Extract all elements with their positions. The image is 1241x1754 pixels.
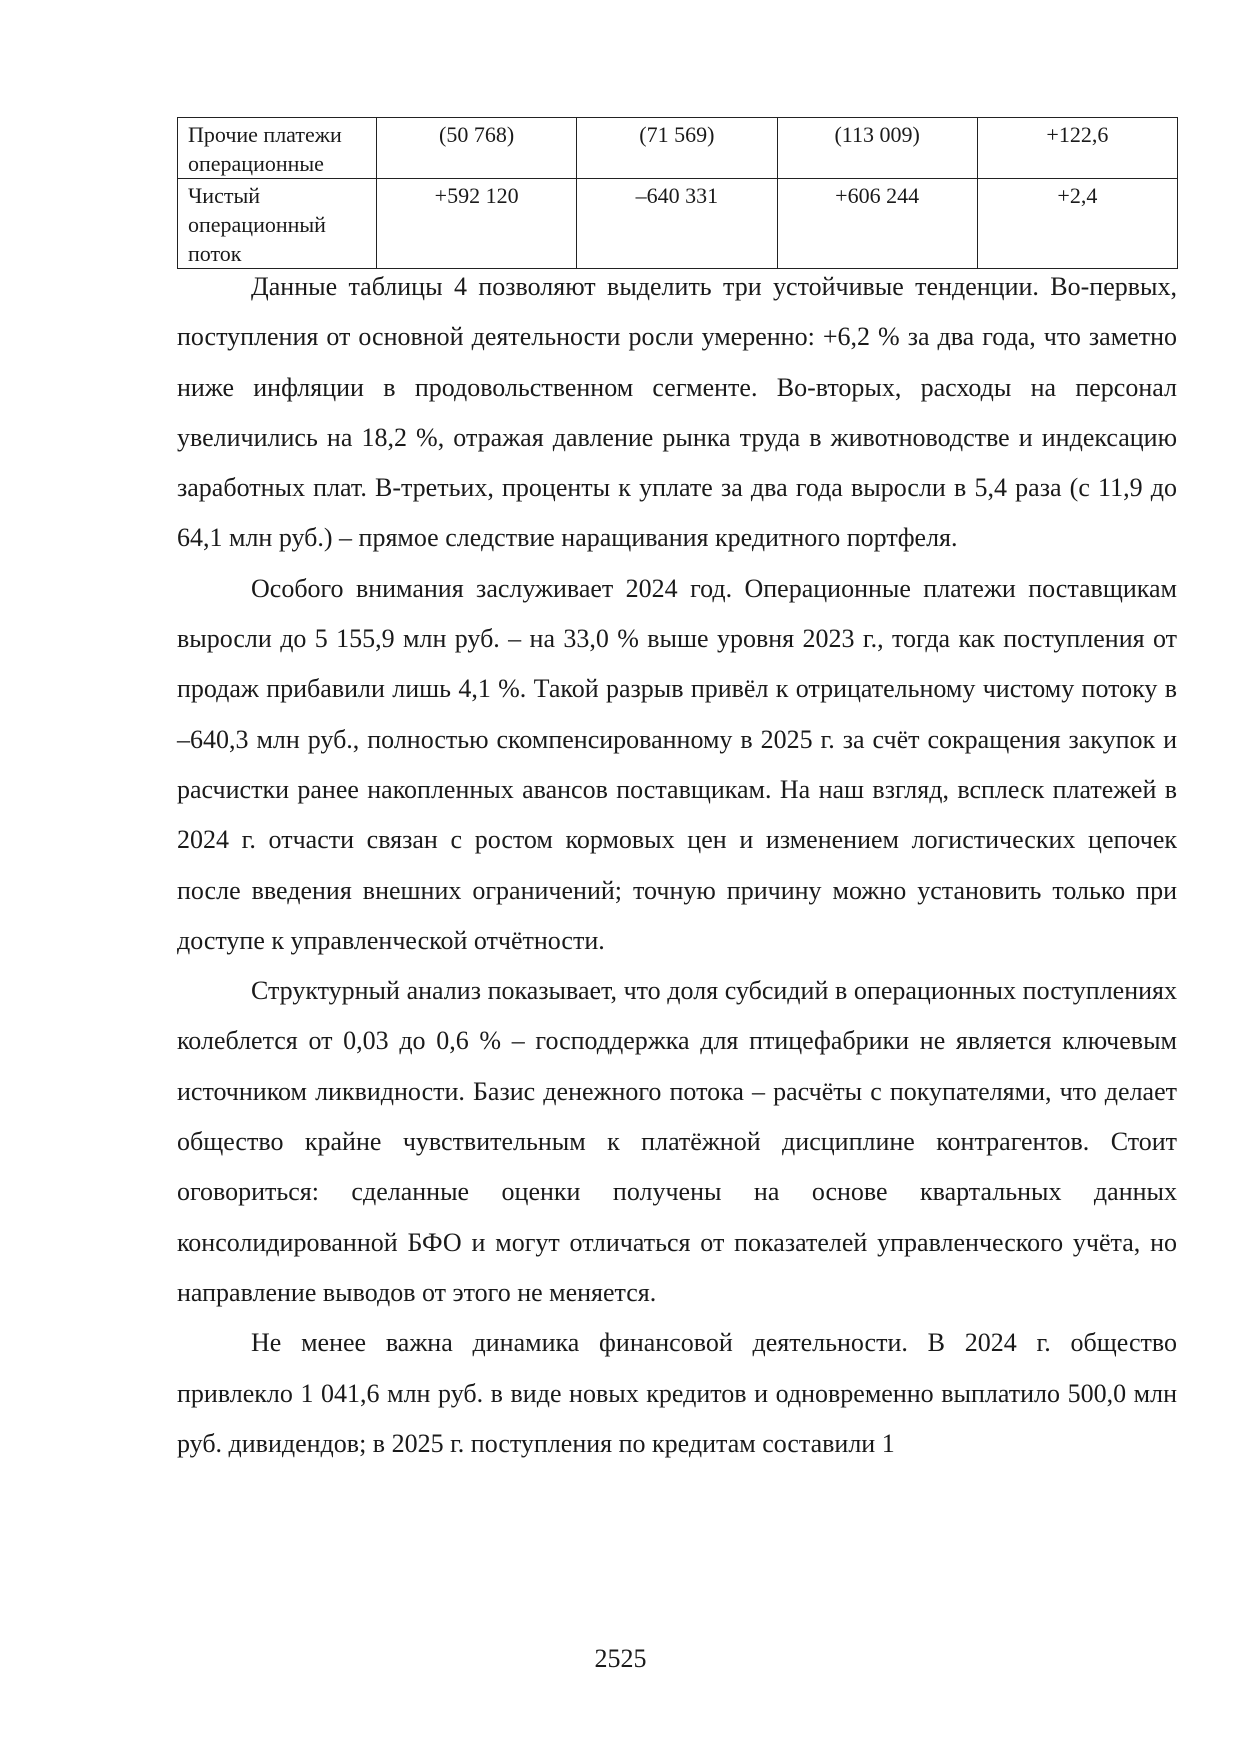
paragraph: Структурный анализ показывает, что доля субсидий в операционных поступлениях колеблется от 0,03 до 0,6 % – господдержка для птицефабрики не является ключевым источником ликвидности. Базис денежного потока – расчёты с покупателями, что делает общество крайне чувствительным к платёжной дисциплине контрагентов. Стоит оговориться: сделанные оценки получены на основе квартальных данных консолидированной БФО и могут отличаться от показателей управленческого учёта, но направление выводов от этого не меняется.: [177, 976, 1177, 1307]
table-cell: (113 009): [777, 118, 977, 179]
paragraph: Не менее важна динамика финансовой деятельности. В 2024 г. общество привлекло 1 041,6 млн руб. в виде новых кредитов и одновременно выплатило 500,0 млн руб. дивидендов; в 2025 г. поступления по кредитам составили 1: [177, 1328, 1177, 1458]
table-cell: (50 768): [377, 118, 577, 179]
cash-flow-table: [177, 117, 1178, 269]
table-cell: +606 244: [777, 179, 977, 269]
page-number: 2525: [594, 1644, 647, 1673]
body-text: [177, 262, 1177, 1469]
table-row: [178, 179, 1178, 269]
table-cell: –640 331: [577, 179, 777, 269]
row-label: Чистый операционный поток: [178, 179, 377, 269]
table-cell: +122,6: [977, 118, 1177, 179]
table-cell: (71 569): [577, 118, 777, 179]
paragraph: Данные таблицы 4 позволяют выделить три устойчивые тенденции. Во-первых, поступления от основной деятельности росли умеренно: +6,2 % за два года, что заметно ниже инфляции в продовольственном сегменте. Во-вторых, расходы на персонал увеличились на 18,2 %, отражая давление рынка труда в животноводстве и индексацию заработных плат. В-третьих, проценты к уплате за два года выросли в 5,4 раза (с 11,9 до 64,1 млн руб.) – прямое следствие наращивания кредитного портфеля.: [177, 272, 1177, 553]
paragraph: Особого внимания заслуживает 2024 год. Операционные платежи поставщикам выросли до 5 155,9 млн руб. – на 33,0 % выше уровня 2023 г., тогда как поступления от продаж прибавили лишь 4,1 %. Такой разрыв привёл к отрицательному чистому потоку в –640,3 млн руб., полностью скомпенсированному в 2025 г. за счёт сокращения закупок и расчистки ранее накопленных авансов поставщикам. На наш взгляд, всплеск платежей в 2024 г. отчасти связан с ростом кормовых цен и изменением логистических цепочек после введения внешних ограничений; точную причину можно установить только при доступе к управленческой отчётности.: [177, 573, 1177, 955]
table-cell: +2,4: [977, 179, 1177, 269]
table-row: [178, 118, 1178, 179]
row-label: Прочие платежи операционные: [178, 118, 377, 179]
table-cell: +592 120: [377, 179, 577, 269]
